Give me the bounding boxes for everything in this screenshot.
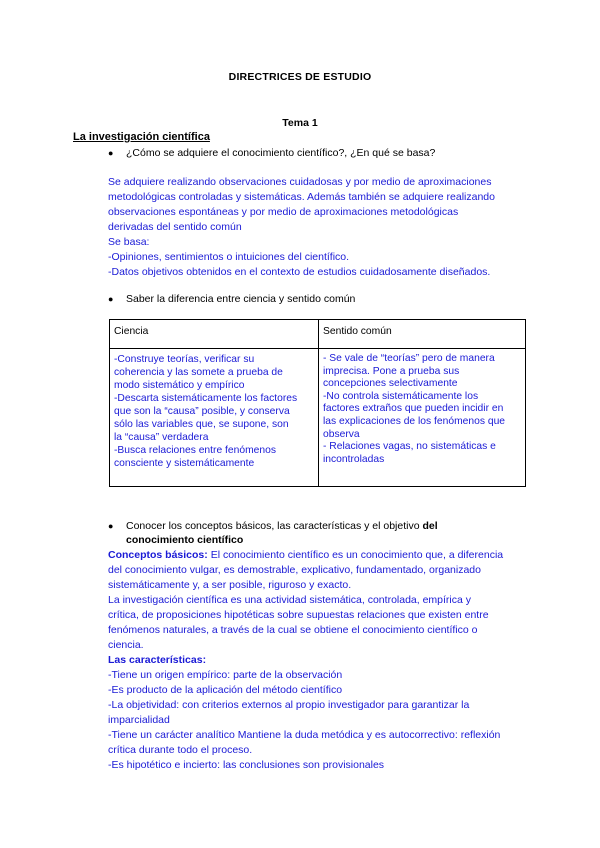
answer-line: derivadas del sentido común [108,221,242,233]
cell-line: observa [323,428,360,440]
conceptos-line: crítica, de proposiciones hipotéticas sobre supuestas relaciones que existen entre [108,609,489,621]
cell-line: las explicaciones de los fenómenos que [323,415,506,427]
cell-line: - Relaciones vagas, no sistemáticas e [323,441,496,453]
cell-line: concepciones selectivamente [323,378,458,390]
comparison-table [109,319,526,487]
cell-line: la “causa” verdadera [114,432,209,443]
header-ciencia: Ciencia [110,320,319,349]
bullet-question-1 [110,146,530,160]
conceptos-block [108,548,538,773]
caracteristicas-label: Las características: [108,654,207,666]
table-row [110,349,526,487]
bullet-question-2 [110,292,530,306]
cell-line: modo sistemático y empírico [114,380,245,391]
cell-line: -Busca relaciones entre fenómenos [114,445,276,456]
caracteristicas-line: -La objetividad: con criterios externos al propio investigador para garantizar la [108,699,470,711]
bullet-text: Saber la diferencia entre ciencia y sentido común [126,293,356,305]
cell-line: - Se vale de “teorías” pero de manera [323,353,495,364]
bullet-dot-icon: ● [108,521,114,531]
answer-line: metodológicas controladas y sistemáticas. Además también se adquiere realizando [108,191,495,203]
caracteristicas-line: -Tiene un origen empírico: parte de la observación [108,669,343,681]
bullet-text-plain: Conocer los conceptos básicos, las características y el objetivo [126,520,423,532]
cell-line: incontroladas [323,453,385,465]
caracteristicas-line: -Es hipotético e incierto: las conclusiones son provisionales [108,759,385,771]
conceptos-line: fenómenos naturales, a través de la cual se obtiene el conocimiento científico o [108,624,478,636]
answer-line: Se basa: [108,236,150,248]
header-sentido-comun: Sentido común [319,320,526,349]
table-header-row [110,320,526,349]
cell-line: imprecisa. Pone a prueba sus [323,365,460,377]
caracteristicas-label-line [108,653,538,668]
caracteristicas-line: crítica durante todo el proceso. [108,744,253,756]
answer-1 [108,175,528,280]
cell-line: consciente y sistemáticamente [114,458,255,469]
cell-line: coherencia y las somete a prueba de [114,367,283,378]
caracteristicas-line: -Es producto de la aplicación del método científico [108,684,343,696]
answer-line: -Opiniones, sentimientos o intuiciones del científico. [108,251,350,263]
bullet-dot-icon: ● [108,148,114,158]
tema-heading: Tema 1 [282,117,318,129]
conceptos-first-line [108,548,538,563]
conceptos-line: La investigación científica es una actividad sistemática, controlada, empírica y [108,594,472,606]
answer-line: -Datos objetivos obtenidos en el contexto de estudios cuidadosamente diseñados. [108,266,491,278]
conceptos-line: sistemáticamente y, a ser posible, riguroso y exacto. [108,579,352,591]
bullet-text: ¿Cómo se adquiere el conocimiento científico?, ¿En qué se basa? [126,147,436,159]
cell-line: -No controla sistemáticamente los [323,390,479,402]
conceptos-first-text: El conocimiento científico es un conocimiento que, a diferencia [207,549,504,561]
conceptos-label: Conceptos básicos: [108,549,208,561]
cell-line: -Construye teorías, verificar su [114,354,255,365]
bullet-dot-icon: ● [108,294,114,304]
caracteristicas-line: -Tiene un carácter analítico Mantiene la duda metódica y es autocorrectivo: reflexión [108,729,501,741]
cell-line: sólo las variables que, se supone, son [114,419,289,430]
cell-line: factores extraños que pueden incidir en [323,403,504,415]
answer-line: observaciones espontáneas y por medio de aproximaciones metodológicas [108,206,459,218]
conceptos-line: ciencia. [108,639,144,651]
cell-line: que son la “causa” posible, y conserva [114,406,290,417]
caracteristicas-line: imparcialidad [108,714,170,726]
cell-ciencia [110,349,319,487]
section-heading: La investigación científica [73,131,210,143]
bullet-text [126,519,530,547]
bullet-text-bold: del [422,520,438,532]
cell-sentido-comun [319,349,526,487]
conceptos-line: del conocimiento vulgar, es demostrable, explicativo, fundamentado, organizado [108,564,481,576]
document-title: DIRECTRICES DE ESTUDIO [228,71,372,83]
bullet-question-3 [110,519,530,547]
cell-line: -Descarta sistemáticamente los factores [114,393,298,404]
bullet-text-bold-line2: conocimiento científico [126,534,244,546]
answer-line: Se adquiere realizando observaciones cuidadosas y por medio de aproximaciones [108,176,492,188]
